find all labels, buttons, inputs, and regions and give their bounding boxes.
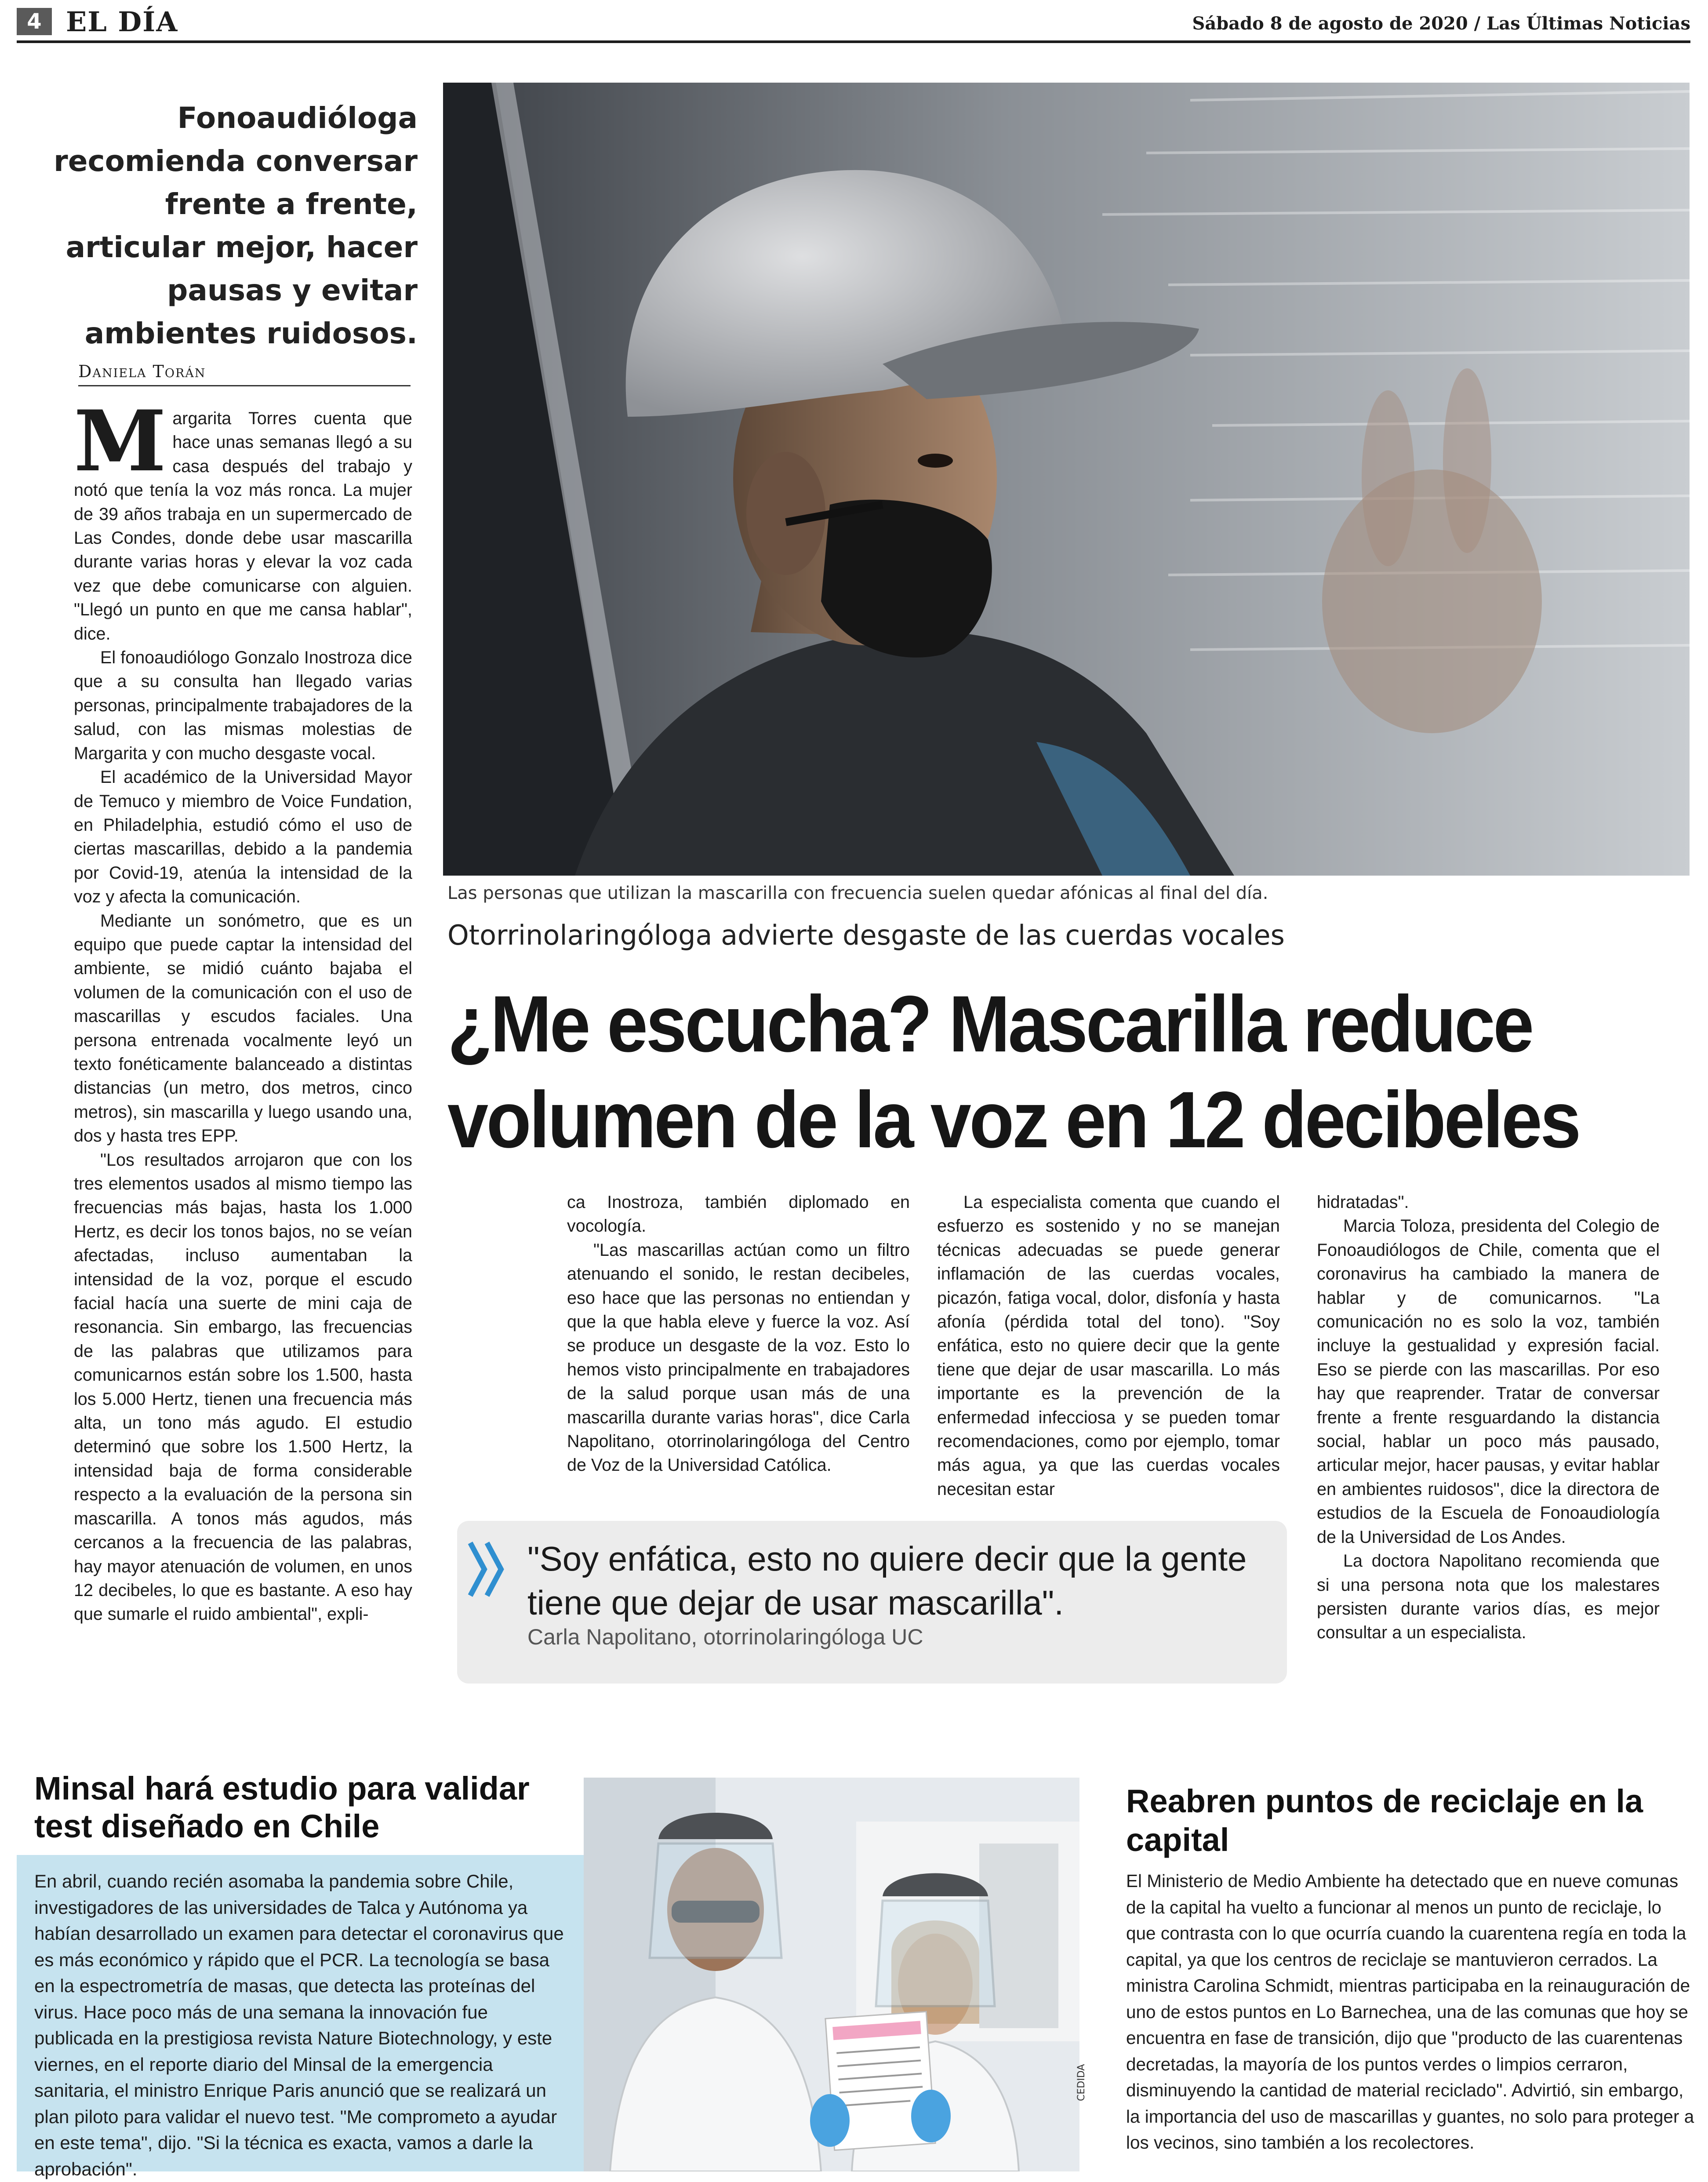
masthead-rule: [17, 40, 1690, 43]
paragraph: El académico de la Universidad Mayor de Temuco y miembro de Voice Fundation, en Philadelphia, estudió cómo el uso de ciertas mascarillas, debido a la pandemia por Covid-19, atenúa la intensidad de la voz y afecta la comunicación.: [74, 767, 412, 907]
article-column-3: [937, 1190, 1280, 1501]
masked-man-driving-image: [443, 83, 1690, 876]
quote-chevron-icon: [468, 1538, 507, 1600]
paragraph: "Los resultados arrojaron que con los tres elementos usados al mismo tiempo las frecuencias más bajas, hasta los 1.000 Hertz, es decir los tonos bajos, no se veían afectadas, incluso aumentaban la intensidad de la voz, porque el escudo facial hacía una suerte de mini caja de resonancia. Sin embargo, las frecuencias de las palabras que utilizamos para comunicarnos están sobre los 1.500, hasta los 5.000 Hertz, tienen una frecuencia más alta, un tono más agudo. El estudio determinó que sobre los 1.500 Hertz, la intensidad baja de forma considerable respecto a la evaluación de la persona sin mascarilla. A tonos más agudos, más cercanos a la frecuencia de las palabras, hay mayor atenuación de volumen, en unos 12 decibeles, lo que es bastante. A eso hay que sumarle el ruido ambiental", expli-: [74, 1150, 412, 1624]
paragraph: hidratadas".: [1317, 1193, 1409, 1212]
drop-cap: M: [74, 392, 167, 490]
section-name: EL DÍA: [66, 6, 178, 38]
main-photo: [443, 83, 1690, 876]
lab-photo: [584, 1778, 1079, 2171]
pullquote-text: "Soy enfática, esto no quiere decir que la gente tiene que dejar de usar mascarilla".: [527, 1539, 1247, 1622]
dateline: Sábado 8 de agosto de 2020 / Las Últimas Noticias: [1192, 13, 1690, 34]
paragraph: Mediante un sonómetro, que es un equipo que puede captar la intensidad del ambiente, se midió cuánto bajaba el volumen de la comunicación con el uso de mascarillas y escudos faciales. Una persona entrenada vocalmente leyó un texto fonéticamente balanceado a distintas distancias (un metro, dos metros, cinco metros), sin mascarilla y luego usando una, dos y hasta tres EPP.: [74, 911, 412, 1146]
paragraph: El fonoaudiólogo Gonzalo Inostroza dice que a su consulta han llegado varias personas, principalmente trabajadores de la salud, con las mismas molestias de Margarita y con mucho desgaste vocal.: [74, 648, 412, 763]
article-column-4: [1317, 1190, 1660, 1645]
reciclaje-body: El Ministerio de Medio Ambiente ha detectado que en nueve comunas de la capital ha vuelto a funcionar al menos un punto de reciclaje, lo que contrasta con lo que ocurría cuando la cuarentena regía en toda la capital, ya que los centros de reciclaje se mantuvieron cerrados. La ministra Carolina Schmidt, mientras participaba en la reinauguración de uno de estos puntos en Lo Barnechea, una de las comunas que hoy se encuentra en fase de transición, dijo que "producto de las cuarentenas decretadas, la mayoría de los puntos verdes o limpios cerraron, disminuyendo la cantidad de material reciclado". Advirtió, sin embargo, la importancia del uso de mascarillas y guantes, no solo para proteger a los vecinos, sino también a los recolectores.: [1126, 1871, 1694, 2153]
paragraph: Margarita Torres cuenta que hace unas semanas llegó a su casa después del trabajo y notó que tenía la voz más ronca. La mujer de 39 años trabaja en un supermercado de Las Condes, donde debe usar mascarilla durante varias horas y elevar la voz cada vez que debe comunicarse con alguien. "Llegó un punto en que me cansa hablar", dice.: [74, 392, 412, 644]
pullquote-attribution: Carla Napolitano, otorrinolaringóloga UC: [527, 1625, 923, 1649]
researchers-photo-image: [584, 1778, 1079, 2171]
minsal-body: En abril, cuando recién asomaba la pandemia sobre Chile, investigadores de las universidades de Talca y Autónoma ya habían desarrollado un examen para detectar el coronavirus que es más económico y rápido que el PCR. La tecnología se basa en la espectrometría de masas, que detecta las proteínas del virus. Hace poco más de una semana la innovación fue publicada en la prestigiosa revista Nature Biotechnology, y este viernes, en el reporte diario del Minsal de la emergencia sanitaria, el ministro Enrique Paris anunció que se realizará un plan piloto para validar el nuevo test. "Me comprometo a ayudar en este tema", dijo. "Si la técnica es exacta, vamos a darle la aprobación".: [34, 1871, 564, 2179]
paragraph: Marcia Toloza, presidenta del Colegio de Fonoaudiólogos de Chile, comenta que el coronavirus ha cambiado la manera de hablar y de comunicarnos. "La comunicación no es solo la voz, también incluye la gestualidad y expresión facial. Eso se pierde con las mascarillas. Por eso hay que reaprender. Tratar de conversar frente a frente resguardando la distancia social, hablar un poco más pausado, articular mejor, hacer pausas, y evitar hablar en ambientes ruidosos", dice la directora de estudios de la Escuela de Fonoaudiología de la Universidad de Los Andes.: [1317, 1216, 1660, 1547]
paragraph: "Las mascarillas actúan como un filtro atenuando el sonido, le restan decibeles, eso hace que las personas no entiendan y que la que habla eleve y fuerce la voz. Así se produce un desgaste de la voz. Esto lo hemos visto principalmente en trabajadores de la salud porque usan más de una mascarilla durante varias horas", dice Carla Napolitano, otorrinolaringóloga del Centro de Voz de la Universidad Católica.: [567, 1240, 910, 1475]
article-column-1: [74, 392, 412, 1626]
reciclaje-headline: Reabren puntos de reciclaje en la capital: [1126, 1783, 1643, 1858]
headline-line-2: volumen de la voz en 12 decibeles: [447, 1075, 1579, 1164]
minsal-headline: Minsal hará estudio para validar test diseñado en Chile: [34, 1770, 530, 1844]
photo-caption: Las personas que utilizan la mascarilla con frecuencia suelen quedar afónicas al final del día.: [447, 883, 1268, 903]
subhead: Otorrinolaringóloga advierte desgaste de las cuerdas vocales: [447, 919, 1285, 951]
headline: [447, 976, 1596, 1167]
headline-line-1: ¿Me escucha? Mascarilla reduce: [447, 979, 1532, 1069]
photo-credit: CEDIDA: [1076, 2064, 1087, 2101]
byline: Daniela Torán: [78, 360, 411, 386]
page-number: 4: [17, 8, 52, 35]
article-column-2: [567, 1190, 910, 1477]
paragraph: ca Inostroza, también diplomado en vocología.: [567, 1193, 910, 1236]
paragraph: La especialista comenta que cuando el esfuerzo es sostenido y no se manejan técnicas adecuadas se puede generar inflamación de las cuerdas vocales, picazón, fatiga vocal, dolor, disfonía y hasta afonía (pérdida total del tono). "Soy enfática, esto no quiere decir que la gente tiene que dejar de usar mascarilla. Lo más importante es la prevención de la enfermedad infecciosa y se pueden tomar recomendaciones, como por ejemplo, tomar más agua, ya que las cuerdas vocales necesitan estar: [937, 1193, 1280, 1499]
article-kicker: Fonoaudióloga recomienda conversar frente a frente, articular mejor, hacer pausas y evitar ambientes ruidosos.: [54, 101, 418, 350]
paragraph: La doctora Napolitano recomienda que si una persona nota que los malestares persisten durante varios días, es mejor consultar a un especialista.: [1317, 1551, 1660, 1643]
